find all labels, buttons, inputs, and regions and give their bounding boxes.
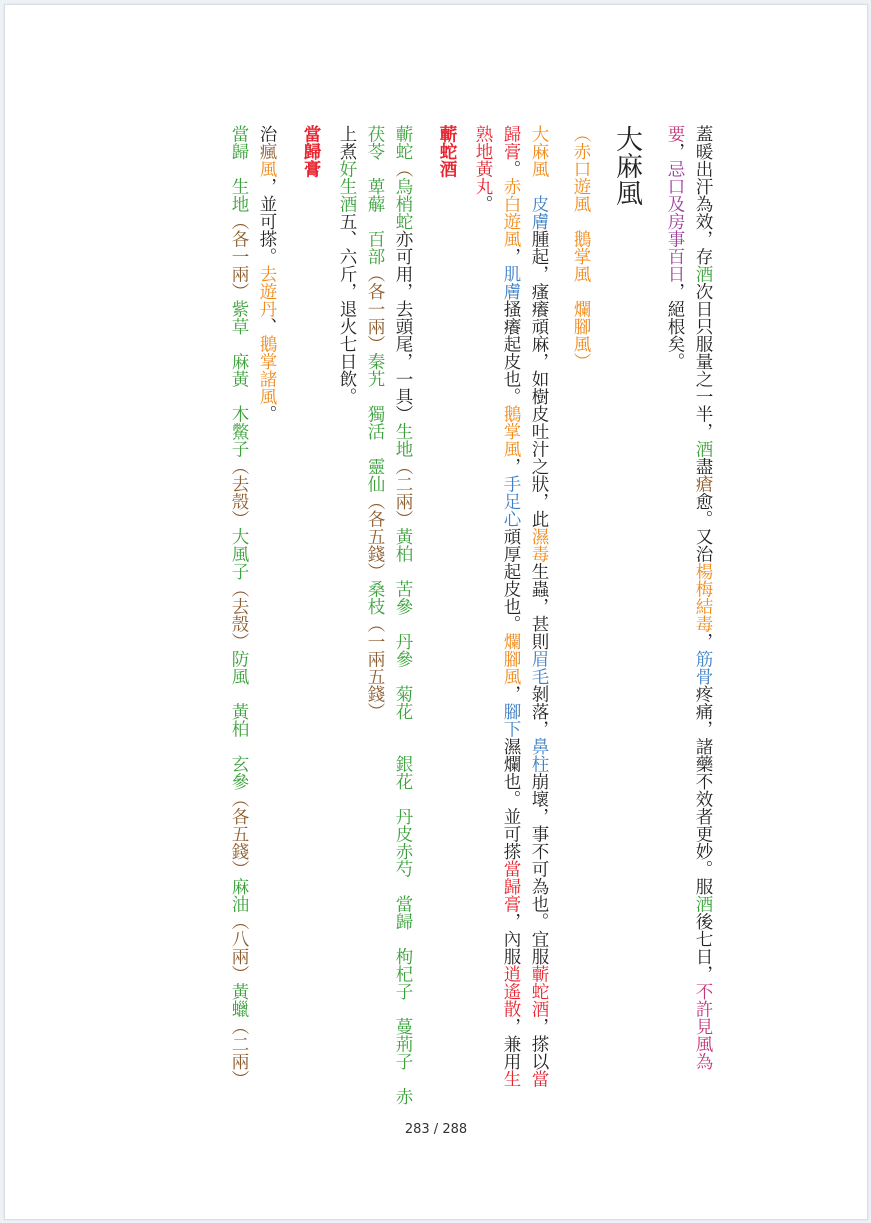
highlighted-term: 去遊丹 [257, 265, 277, 318]
highlighted-term: 手足心 [501, 475, 521, 528]
highlighted-term: 枸杞子 [393, 947, 413, 1000]
highlighted-term: 腳下 [501, 702, 521, 738]
current-page-number: 283 [404, 1122, 430, 1137]
text-run: 。 [501, 160, 521, 178]
text-run: 次日只服量之一半， [693, 282, 713, 440]
highlighted-term: 大風子 [229, 527, 249, 580]
text-column [225, 125, 253, 1105]
text-run: ，絕根矣。 [665, 282, 685, 370]
highlighted-term: 不許見風為 [693, 982, 713, 1070]
highlighted-term: 赤白遊風 [501, 177, 521, 248]
highlighted-term: 濕毒 [529, 527, 549, 563]
highlighted-term: 茯苓 [365, 125, 385, 160]
text-run: 。 [473, 195, 493, 213]
highlighted-term: （去殼） [229, 580, 249, 650]
text-run: 五、六斤，退火七日飲。 [337, 212, 357, 405]
highlighted-term: 百部 [365, 230, 385, 265]
highlighted-term: 楊梅結毒 [693, 562, 713, 633]
text-run: ， [501, 685, 521, 703]
text-run: 上煮 [337, 125, 357, 160]
highlighted-term: 瘋 [257, 142, 277, 160]
text-column [497, 125, 525, 1105]
highlighted-term: 酒 [693, 265, 713, 283]
highlighted-term: 桑枝 [365, 580, 385, 615]
text-run: 頑厚起皮也。 [501, 527, 521, 633]
text-run: 亦可用，去頭尾，一具） [393, 230, 413, 423]
highlighted-term: 黃蠟 [229, 982, 249, 1018]
text-column [333, 125, 361, 1105]
text-run: 、 [257, 317, 277, 335]
text-run: ， [665, 142, 685, 160]
text-run: ，搽以 [529, 1017, 549, 1070]
highlighted-term: 好生酒 [337, 160, 357, 213]
highlighted-term: 赤 [393, 1087, 413, 1105]
highlighted-term: 玄參 [229, 755, 249, 790]
highlighted-term: 瘡 [693, 475, 713, 493]
highlighted-term: 苦參 [393, 580, 413, 615]
text-run: 蓋暖出汗為效，存 [693, 125, 713, 265]
highlighted-term: （八兩） [229, 912, 249, 983]
highlighted-term: 當歸 [229, 125, 249, 160]
text-run: 崩壞，事不可為也。宜服 [529, 772, 549, 965]
highlighted-term: （各一兩） [229, 212, 249, 300]
text-run: 治 [257, 125, 277, 143]
text-run: ， [501, 247, 521, 265]
highlighted-term: 肌膚 [501, 265, 521, 300]
vertical-text-body [225, 125, 717, 1105]
highlighted-term: （赤口遊風 [571, 125, 591, 213]
highlighted-term: 筋骨 [693, 650, 713, 685]
highlighted-term: （ [393, 160, 413, 178]
text-run: ，兼用 [501, 1017, 521, 1070]
highlighted-term: 銀花 [393, 755, 413, 790]
text-run: ， [693, 632, 713, 650]
text-run: 後七日， [693, 912, 713, 983]
highlighted-term: 當 [529, 1070, 549, 1088]
text-run: ， [501, 457, 521, 475]
highlighted-term: 蔓荊子 [393, 1017, 413, 1070]
highlighted-term: （各五錢） [229, 790, 249, 878]
highlighted-term: 蘄蛇 [393, 125, 413, 160]
highlighted-term: 熟地黃丸 [473, 125, 493, 195]
highlighted-term: （各五錢） [365, 492, 385, 580]
page-indicator [5, 1122, 867, 1137]
highlighted-term: 生地 [393, 422, 413, 458]
text-column [469, 125, 497, 1105]
highlighted-term: 獨活 [365, 405, 385, 440]
highlighted-term: 要 [665, 125, 685, 143]
text-column [389, 125, 417, 1105]
highlighted-term: 當歸膏 [501, 860, 521, 913]
formula-heading [297, 125, 325, 1105]
highlighted-term: （一兩五錢） [365, 615, 385, 720]
highlighted-term: 爛腳風） [571, 300, 591, 370]
highlighted-term: 眉毛 [529, 650, 549, 685]
text-run: 生蟲，甚則 [529, 562, 549, 650]
text-run: 。 [257, 405, 277, 423]
highlighted-term: 木鱉子 [229, 405, 249, 458]
highlighted-term: 丹參 [393, 632, 413, 668]
highlighted-term: 菊花 [393, 685, 413, 720]
text-run: 搔癢起皮也。 [501, 300, 521, 405]
text-column [689, 125, 717, 1105]
text-run: ，並可搽。 [257, 177, 277, 265]
highlighted-term: （二兩） [393, 457, 413, 528]
text-run: 腫起，瘙癢頑麻，如樹皮吐汁之狀，此 [529, 230, 549, 528]
highlighted-term: 烏梢蛇 [393, 177, 413, 230]
highlighted-term: 當歸 [393, 895, 413, 930]
highlighted-term: 赤芍 [393, 842, 413, 878]
text-run: 盡 [693, 457, 713, 475]
section-subtitle [567, 125, 595, 1105]
highlighted-term: 萆薢 [365, 177, 385, 213]
highlighted-term: 紫草 [229, 300, 249, 335]
highlighted-term: 歸膏 [501, 125, 521, 160]
highlighted-term: （去殼） [229, 457, 249, 528]
formula-heading [433, 125, 461, 1105]
highlighted-term: 黃柏 [393, 527, 413, 563]
text-column [361, 125, 389, 1105]
highlighted-term: 麻油 [229, 877, 249, 913]
page-separator: / [433, 1122, 439, 1137]
highlighted-term: 鵝掌風 [501, 405, 521, 458]
text-column [661, 125, 689, 1105]
highlighted-term: 大麻風 [529, 125, 549, 178]
highlighted-term: 鼻柱 [529, 737, 549, 773]
highlighted-term: 當歸膏 [301, 125, 321, 178]
text-column [525, 125, 553, 1105]
text-run: 疼痛，諸藥不效者更妙。服 [693, 685, 713, 895]
section-heading [609, 125, 643, 1105]
highlighted-term: 防風 [229, 650, 249, 685]
highlighted-term: 蘄蛇酒 [529, 965, 549, 1018]
highlighted-term: 丹皮 [393, 807, 413, 843]
document-page [4, 4, 868, 1220]
total-page-count: 288 [442, 1122, 468, 1137]
text-run: 剝落， [529, 685, 549, 738]
highlighted-term: 酒 [693, 895, 713, 913]
text-run: 大麻風 [611, 125, 642, 206]
text-column [253, 125, 281, 1105]
highlighted-term: （各一兩） [365, 265, 385, 353]
highlighted-term: 酒 [693, 440, 713, 458]
highlighted-term: 生 [501, 1070, 521, 1088]
highlighted-term: 麻黃 [229, 352, 249, 388]
text-run: 濕爛也。並可搽 [501, 737, 521, 860]
highlighted-term: 黃柏 [229, 702, 249, 738]
highlighted-term: 蘄蛇酒 [437, 125, 457, 178]
highlighted-term: 生地 [229, 177, 249, 213]
highlighted-term: 逍遙散 [501, 965, 521, 1018]
highlighted-term: 鵝掌諸風 [257, 335, 277, 405]
highlighted-term: 忌口及房事百日 [665, 160, 685, 283]
highlighted-term: 皮膚 [529, 195, 549, 230]
highlighted-term: 風 [257, 160, 277, 178]
highlighted-term: （二兩） [229, 1017, 249, 1088]
highlighted-term: 秦艽 [365, 352, 385, 388]
text-run: 愈。又治 [693, 492, 713, 563]
highlighted-term: 爛腳風 [501, 632, 521, 685]
text-run: ，內服 [501, 912, 521, 965]
highlighted-term: 靈仙 [365, 457, 385, 493]
highlighted-term: 鵝掌風 [571, 230, 591, 283]
